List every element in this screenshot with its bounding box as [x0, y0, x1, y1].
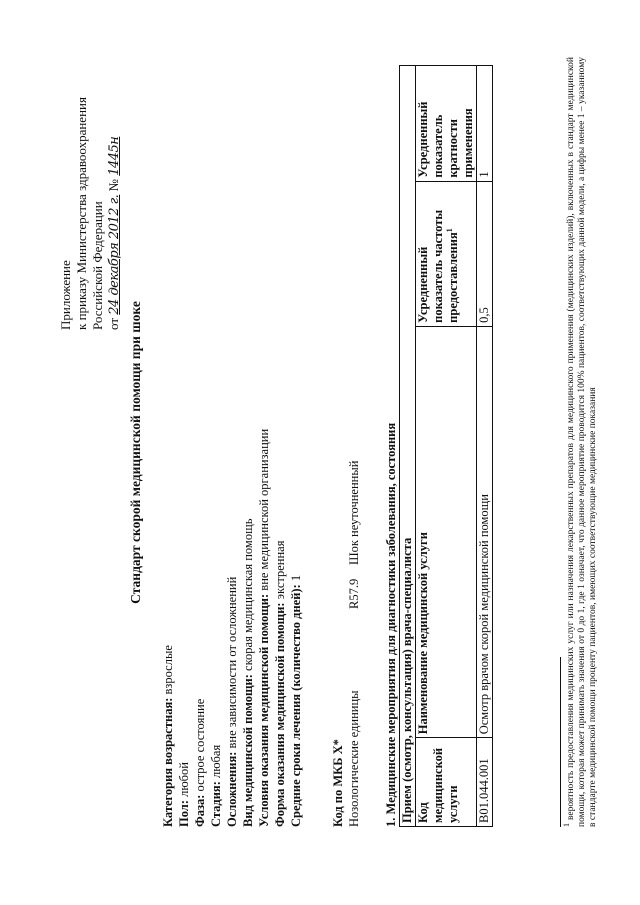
appendix-date-line — [106, 30, 123, 330]
param-duration — [288, 67, 304, 827]
param-label: Вид медицинской помощи: — [241, 674, 255, 827]
appendix-line-2: к приказу Министерства здравоохранения — [74, 97, 89, 330]
cell-mult: 1 — [477, 66, 493, 182]
icd-name: Шок неуточненный — [347, 460, 361, 565]
footnote-text: вероятность предоставления медицинских услуг или назначения лекарственных препаратов для медицинского применения (медицинских изделий), включенных в стандарт медицинской помощи, которая может принимать значения от 0 до 1, где 1 означает, что данное мероприятие проводится 100% пациентов, соответствующих данной модели, а цифры менее 1 – указанному в стандарте медицинской помощи проценту пациентов, имеющих соответствующие медицинские показания — [566, 56, 598, 827]
param-value: 1 — [289, 574, 303, 582]
param-value: любая — [209, 744, 223, 779]
footnote-ref: 1 — [444, 228, 454, 233]
param-complications — [224, 67, 240, 827]
icd-code: R57.9 — [347, 578, 361, 609]
standard-parameters — [160, 67, 304, 827]
appendix-line-1: Приложение — [58, 260, 73, 330]
header-code: Код медицинской услуги — [416, 738, 477, 827]
param-care-form — [272, 67, 288, 827]
header-freq — [416, 181, 477, 326]
param-care-conditions — [256, 67, 272, 827]
param-label: Условия оказания медицинской помощи: — [257, 593, 271, 827]
document-title: Стандарт скорой медицинской помощи при шоке — [128, 301, 143, 604]
param-label: Форма оказания медицинской помощи: — [273, 602, 287, 827]
handwritten-date: 24 декабря 2012 г. — [107, 194, 122, 315]
icd-heading: Код по МКБ X* — [331, 739, 345, 827]
cell-name: Осмотр врачом скорой медицинской помощи — [477, 326, 493, 737]
param-value: острое состояние — [193, 698, 207, 792]
param-label: Пол: — [177, 800, 191, 827]
param-sex — [176, 67, 192, 827]
icd-block — [330, 127, 362, 827]
table-header-row — [416, 66, 477, 827]
param-value: скорая медицинская помощь — [241, 518, 255, 671]
cell-code: B01.044.001 — [477, 738, 493, 827]
icd-row-label: Нозологические единицы — [347, 690, 361, 827]
services-table — [399, 65, 493, 827]
table-subheading: Прием (осмотр, консультация) врача-специалиста — [400, 66, 416, 827]
param-label: Категория возрастная: — [161, 697, 175, 827]
param-value: любой — [177, 762, 191, 797]
param-stage — [208, 67, 224, 827]
param-value: взрослые — [161, 645, 175, 695]
param-label: Фаза: — [193, 794, 207, 827]
appendix-line-3: Российской Федерации — [90, 201, 105, 330]
number-prefix: № — [106, 179, 121, 192]
footnote — [561, 56, 599, 827]
param-phase — [192, 67, 208, 827]
param-value: экстренная — [273, 540, 287, 600]
appendix-header — [58, 30, 123, 330]
handwritten-number: 1445н — [107, 136, 122, 176]
header-freq-text: Усредненный показатель частоты предоставления — [416, 209, 460, 323]
param-label: Осложнения: — [225, 751, 239, 827]
footnote-mark: 1 — [561, 823, 571, 827]
param-label: Средние сроки лечения (количество дней): — [289, 584, 303, 827]
footnote-divider — [560, 657, 561, 827]
header-name: Наименование медицинской услуги — [416, 326, 477, 737]
param-value: вне зависимости от осложнений — [225, 576, 239, 749]
param-age — [160, 67, 176, 827]
table-row — [477, 66, 493, 827]
param-value: вне медицинской организации — [257, 428, 271, 591]
param-care-type — [240, 67, 256, 827]
header-mult: Усредненный показатель кратности применения — [416, 66, 477, 182]
cell-freq: 0,5 — [477, 181, 493, 326]
param-label: Стадия: — [209, 781, 223, 827]
date-prefix: от — [106, 317, 121, 330]
section-title: 1. Медицинские мероприятия для диагностики заболевания, состояния — [384, 422, 398, 827]
